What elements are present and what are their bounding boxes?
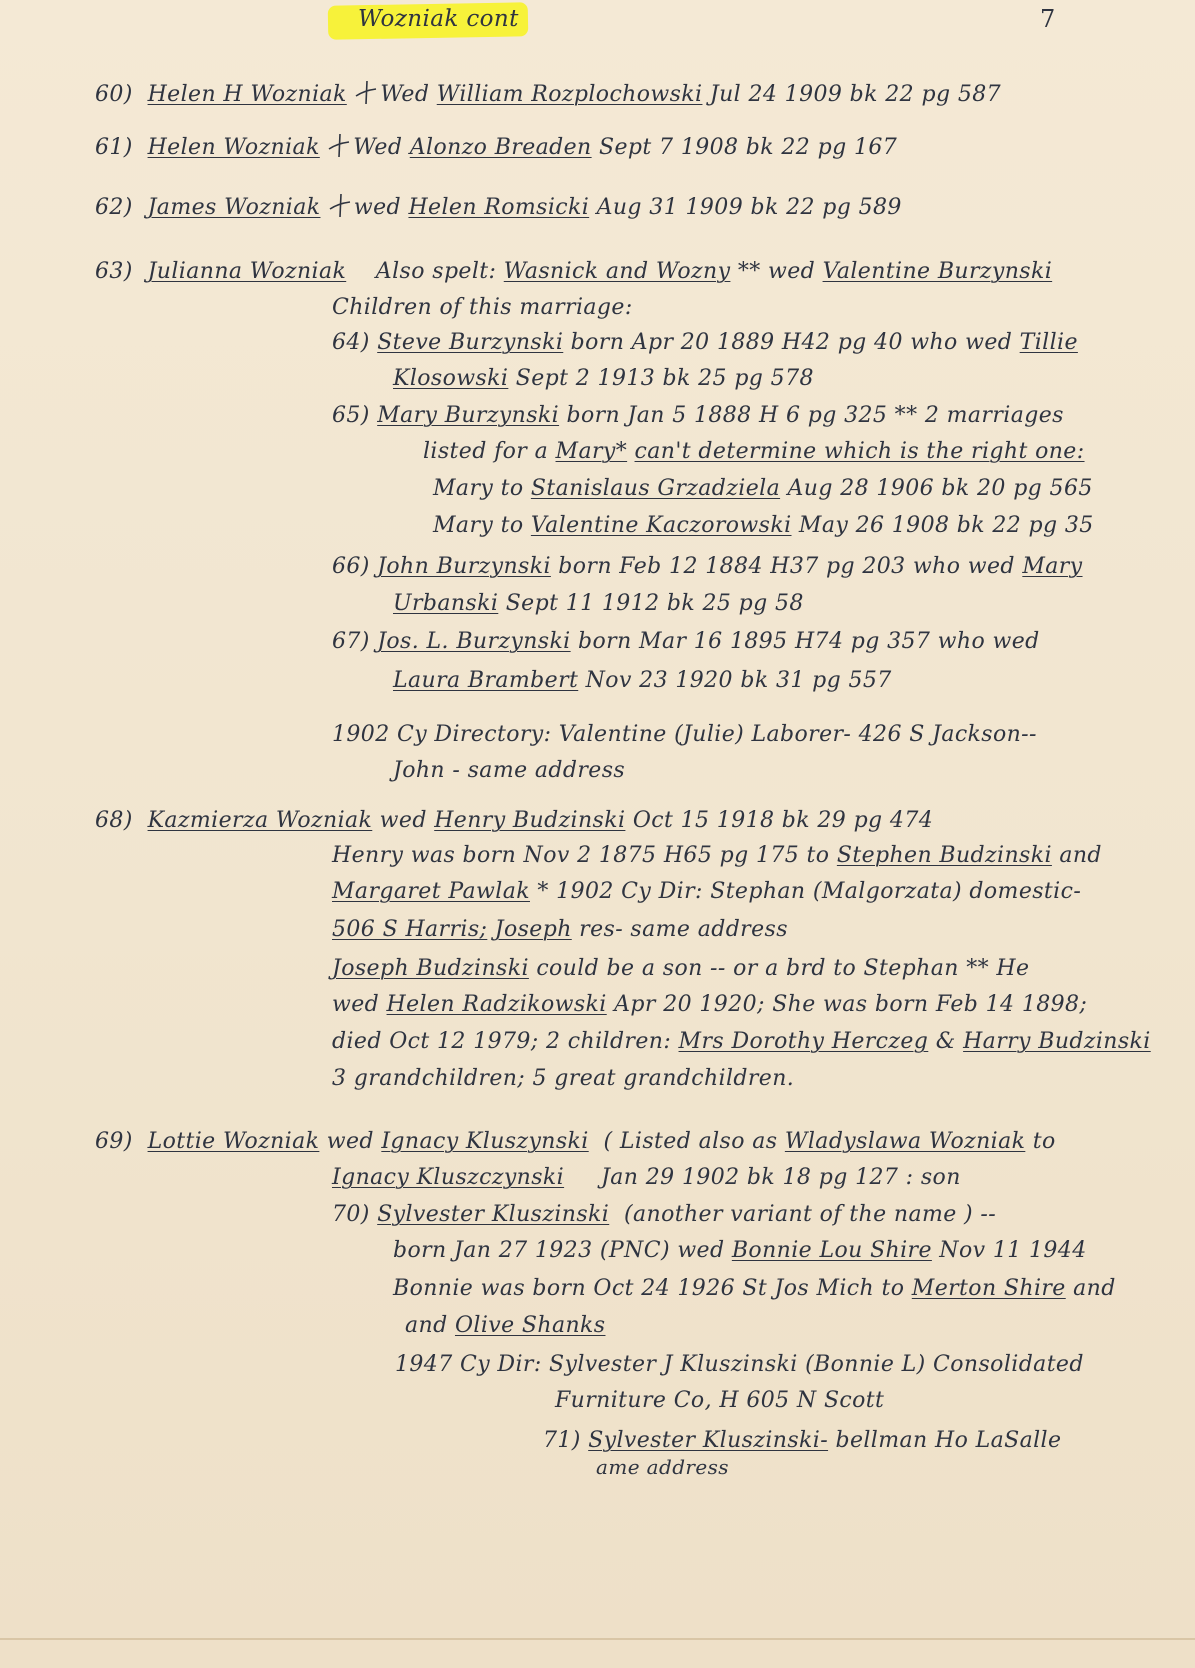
- record-ref: Nov 11 1944: [939, 1238, 1087, 1263]
- entry-64: [332, 328, 1078, 358]
- note-text: died Oct 12 1979; 2 children:: [332, 1029, 672, 1054]
- entry-number: 63): [95, 259, 133, 284]
- spouse-name: Alonzo Breaden: [409, 135, 592, 160]
- person-name: James Wozniak: [147, 195, 321, 220]
- spouse-name: Ignacy Kluszczynski: [332, 1165, 565, 1190]
- entry-68-line-2: [332, 841, 1102, 871]
- entry-70: [332, 1200, 996, 1230]
- relation-word: ** wed: [737, 259, 816, 284]
- record-ref: Jan 29 1902 bk 18 pg 127 : son: [601, 1165, 961, 1190]
- entry-number: 61): [95, 135, 133, 160]
- entry-number: 62): [95, 195, 133, 220]
- person-name: Stephen Budzinski: [836, 843, 1052, 868]
- record-ref: Oct 15 1918 bk 29 pg 474: [632, 808, 934, 833]
- entry-68: [95, 806, 933, 836]
- record-ref: Sept 11 1912 bk 25 pg 58: [505, 591, 804, 616]
- cross-mark-icon: [327, 133, 351, 159]
- spouse-name: Mary: [1022, 554, 1083, 579]
- entry-69-line-2: [332, 1163, 961, 1193]
- record-ref: Sept 2 1913 bk 25 pg 578: [515, 366, 814, 391]
- person-name: Steve Burzynski: [377, 330, 564, 355]
- entry-number: 70): [332, 1202, 370, 1227]
- directory-1902-line-2: John - same address: [393, 758, 626, 783]
- entry-69: [95, 1127, 1056, 1157]
- entry-70-line-5: 1947 Cy Dir: Sylvester J Kluszinski (Bonnie L) Consolidated: [395, 1352, 1084, 1377]
- person-name: Kazmierza Wozniak: [147, 808, 373, 833]
- page-heading: Wozniak cont: [358, 6, 519, 32]
- entry-number: 69): [95, 1129, 133, 1154]
- cross-mark-icon: [328, 193, 352, 219]
- entry-67: [332, 627, 1040, 657]
- spouse-name: Ignacy Kluszynski: [381, 1129, 589, 1154]
- entry-60: [95, 80, 1001, 110]
- entry-63: [95, 257, 1052, 287]
- entry-70-line-6: Furniture Co, H 605 N Scott: [555, 1388, 885, 1413]
- person-name: Sylvester Kluszinski: [377, 1202, 610, 1227]
- record-ref: born Jan 5 1888 H 6 pg 325 ** 2 marriages: [566, 403, 1064, 428]
- entry-number: 60): [95, 82, 133, 107]
- entry-number: 65): [332, 403, 370, 428]
- spouse-name: Helen Radzikowski: [386, 992, 607, 1017]
- person-name: Mary*: [555, 439, 628, 464]
- person-name: Joseph: [494, 917, 572, 942]
- spouse-name: Laura Brambert: [393, 668, 579, 693]
- paper-edge: [0, 1638, 1195, 1640]
- note-text: can't determine which is the right one:: [634, 439, 1085, 464]
- entry-65: [332, 401, 1064, 431]
- person-name: Harry Budzinski: [963, 1029, 1151, 1054]
- note-text: &: [935, 1029, 956, 1054]
- spouse-name: Bonnie Lou Shire: [731, 1238, 932, 1263]
- relation-word: Wed: [380, 82, 430, 107]
- entry-68-line-4: [332, 915, 788, 945]
- note-text: and: [1073, 1276, 1116, 1301]
- note-text: Bonnie was born Oct 24 1926 St Jos Mich to: [393, 1276, 905, 1301]
- entry-61: [95, 133, 897, 163]
- record-ref: Nov 23 1920 bk 31 pg 557: [585, 668, 892, 693]
- cross-mark-icon: [354, 80, 378, 106]
- relation-word: wed: [332, 992, 380, 1017]
- note-text: bellman Ho LaSalle: [835, 1428, 1062, 1453]
- spouse-name: Helen Romsicki: [408, 195, 590, 220]
- relation-word: wed: [326, 1129, 374, 1154]
- entry-66: [332, 552, 1083, 582]
- entry-65-marriage-2: [433, 511, 1094, 541]
- record-ref: born Apr 20 1889 H42 pg 40 who wed: [570, 330, 1013, 355]
- note-text: Henry was born Nov 2 1875 H65 pg 175 to: [332, 843, 830, 868]
- page-number: 7: [1040, 5, 1056, 33]
- entry-70-line-3: [393, 1274, 1116, 1304]
- entry-number: 68): [95, 808, 133, 833]
- note-text: Mary to: [433, 476, 524, 501]
- entry-66-line-2: [393, 589, 804, 619]
- record-ref: born Mar 16 1895 H74 pg 357 who wed: [578, 629, 1040, 654]
- note-text: * 1902 Cy Dir: Stephan (Malgorzata) domestic-: [537, 879, 1082, 904]
- entry-68-line-3: [332, 877, 1081, 907]
- person-name: John Burzynski: [377, 554, 551, 579]
- note-text: (another variant of the name ) --: [624, 1202, 997, 1227]
- name-variants: Wasnick and Wozny: [503, 259, 731, 284]
- children-label: Children of this marriage:: [332, 295, 633, 320]
- record-ref: Jul 24 1909 bk 22 pg 587: [709, 82, 1002, 107]
- note-text: and: [405, 1313, 448, 1338]
- note-text: to: [1032, 1129, 1056, 1154]
- person-name: Sylvester Kluszinski-: [588, 1428, 829, 1453]
- entry-68-line-7: [332, 1027, 1151, 1057]
- relation-word: wed: [353, 195, 402, 220]
- person-name: Helen Wozniak: [147, 135, 320, 160]
- note-text: Also spelt:: [375, 259, 497, 284]
- spouse-name: Henry Budzinski: [434, 808, 626, 833]
- entry-number: 64): [332, 330, 370, 355]
- spouse-name: Valentine Kaczorowski: [530, 513, 792, 538]
- person-name: Wladyslawa Wozniak: [784, 1129, 1026, 1154]
- record-ref: May 26 1908 bk 22 pg 35: [798, 513, 1094, 538]
- person-name: Merton Shire: [911, 1276, 1066, 1301]
- spouse-name: Urbanski: [393, 591, 499, 616]
- entry-68-line-8: 3 grandchildren; 5 great grandchildren.: [332, 1066, 795, 1091]
- spouse-name: Stanislaus Grzadziela: [530, 476, 781, 501]
- person-name: Joseph Budzinski: [332, 956, 529, 981]
- person-name: Mrs Dorothy Herczeg: [678, 1029, 929, 1054]
- entry-65-marriage-1: [433, 474, 1093, 504]
- entry-68-line-5: [332, 954, 1029, 984]
- entry-62: [95, 193, 902, 223]
- entry-number: 67): [332, 629, 370, 654]
- note-text: born Jan 27 1923 (PNC) wed: [393, 1238, 725, 1263]
- entry-65-line-2: [423, 437, 1085, 467]
- relation-word: Wed: [353, 135, 403, 160]
- note-text: listed for a: [423, 439, 549, 464]
- spouse-name: Tillie: [1019, 330, 1078, 355]
- entry-number: 66): [332, 554, 370, 579]
- spouse-name: Klosowski: [393, 366, 509, 391]
- entry-71-line-2: ame address: [596, 1455, 729, 1479]
- note-text: Mary to: [433, 513, 524, 538]
- address-text: 506 S Harris;: [332, 917, 488, 942]
- person-name: Lottie Wozniak: [147, 1129, 320, 1154]
- entry-70-line-2: [393, 1236, 1087, 1266]
- note-text: ( Listed also as: [603, 1129, 778, 1154]
- entry-68-line-6: [332, 990, 1087, 1020]
- spouse-name: Valentine Burzynski: [822, 259, 1053, 284]
- record-ref: Aug 28 1906 bk 20 pg 565: [787, 476, 1093, 501]
- spouse-name: William Rozplochowski: [436, 82, 703, 107]
- note-text: res- same address: [579, 917, 788, 942]
- person-name: Julianna Wozniak: [147, 259, 347, 284]
- person-name: Mary Burzynski: [377, 403, 560, 428]
- record-ref: Sept 7 1908 bk 22 pg 167: [599, 135, 898, 160]
- note-text: Apr 20 1920; She was born Feb 14 1898;: [614, 992, 1088, 1017]
- entry-64-line-2: [393, 364, 814, 394]
- record-ref: Aug 31 1909 bk 22 pg 589: [596, 195, 902, 220]
- relation-word: wed: [379, 808, 427, 833]
- person-name: Margaret Pawlak: [332, 879, 530, 904]
- person-name: Helen H Wozniak: [147, 82, 347, 107]
- note-text: could be a son -- or a brd to Stephan ** He: [536, 956, 1030, 981]
- directory-1902-line-1: 1902 Cy Directory: Valentine (Julie) Laborer- 426 S Jackson--: [332, 722, 1037, 747]
- entry-70-line-4: [405, 1311, 605, 1341]
- person-name: Jos. L. Burzynski: [377, 629, 571, 654]
- record-ref: born Feb 12 1884 H37 pg 203 who wed: [558, 554, 1015, 579]
- note-text: and: [1059, 843, 1102, 868]
- person-name: Olive Shanks: [454, 1313, 606, 1338]
- entry-67-line-2: [393, 666, 892, 696]
- entry-number: 71): [543, 1428, 581, 1453]
